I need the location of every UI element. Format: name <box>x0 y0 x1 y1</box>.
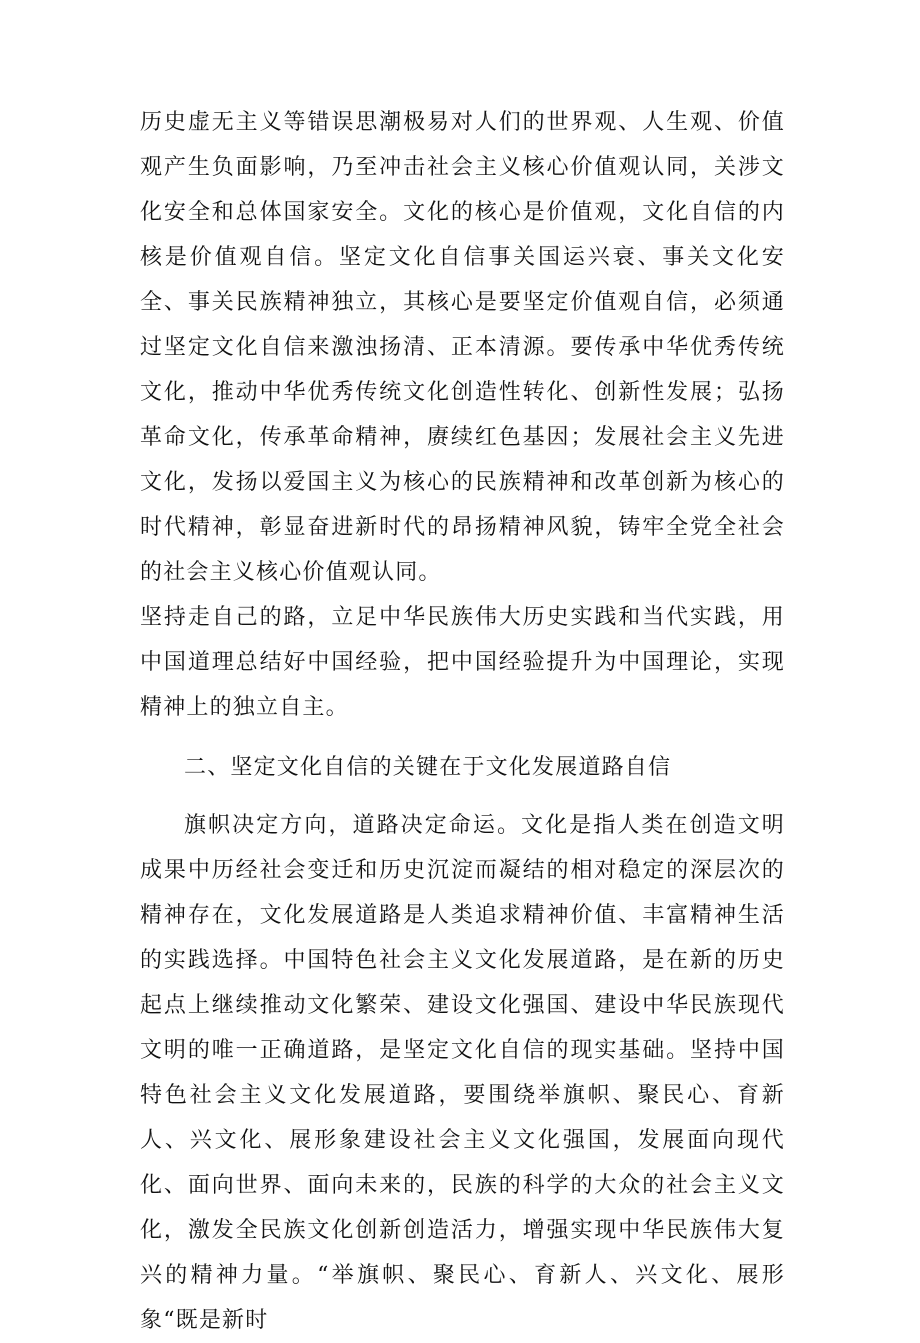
paragraph-1: 历史虚无主义等错误思潮极易对人们的世界观、人生观、价值观产生负面影响，乃至冲击社会主义核心价值观认同，关涉文化安全和总体国家安全。文化的核心是价值观，文化自信的内核是价值观自信。坚定文化自信事关国运兴衰、事关文化安全、事关民族精神独立，其核心是要坚定价值观自信，必须通过坚定文化自信来激浊扬清、正本清源。要传承中华优秀传统文化，推动中华优秀传统文化创造性转化、创新性发展；弘扬革命文化，传承革命精神，赓续红色基因；发展社会主义先进文化，发扬以爱国主义为核心的民族精神和改革创新为核心的时代精神，彰显奋进新时代的昂扬精神风貌，铸牢全党全社会的社会主义核心价值观认同。 <box>140 110 785 585</box>
paragraph-2: 坚持走自己的路，立足中华民族伟大历史实践和当代实践，用中国道理总结好中国经验，把中国经验提升为中国理论，实现精神上的独立自主。 <box>140 605 785 720</box>
section-heading: 二、坚定文化自信的关键在于文化发展道路自信 <box>184 755 672 780</box>
document-page <box>140 100 785 1343</box>
paragraph-3: 旗帜决定方向，道路决定命运。文化是指人类在创造文明成果中历经社会变迁和历史沉淀而凝结的相对稳定的深层次的精神存在，文化发展道路是人类追求精神价值、丰富精神生活的实践选择。中国特色社会主义文化发展道路，是在新的历史起点上继续推动文化繁荣、建设文化强国、建设中华民族现代文明的唯一正确道路，是坚定文化自信的现实基础。坚持中国特色社会主义文化发展道路，要围绕举旗帜、聚民心、育新人、兴文化、展形象建设社会主义文化强国，发展面向现代化、面向世界、面向未来的，民族的科学的大众的社会主义文化，激发全民族文化创新创造活力，增强实现中华民族伟大复兴的精神力量。“举旗帜、聚民心、育新人、兴文化、展形象“既是新时 <box>140 813 785 1333</box>
